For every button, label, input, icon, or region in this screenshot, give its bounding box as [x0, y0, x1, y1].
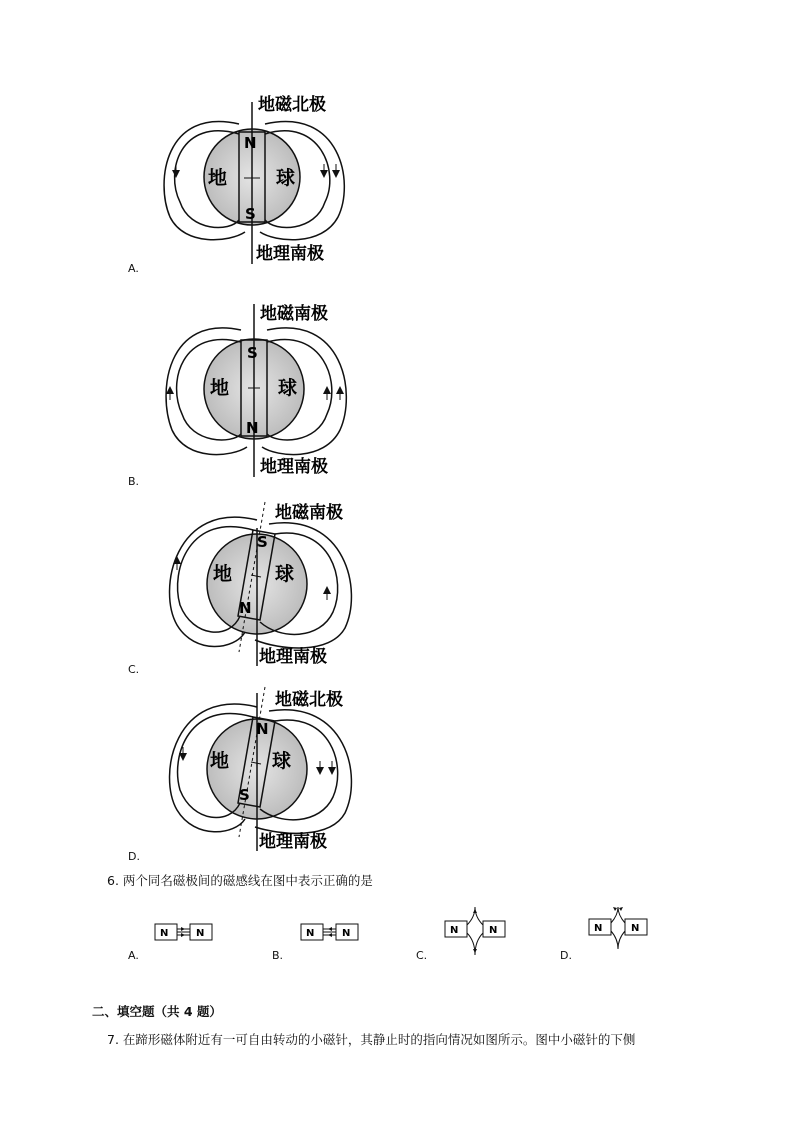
option-d-label: D. [128, 850, 140, 863]
q6-option-b-figure [296, 920, 366, 944]
q6-option-c-figure [440, 905, 510, 957]
option-a-label: A. [128, 262, 139, 275]
option-c-label: C. [128, 663, 140, 676]
earth-left-char: 地 [208, 167, 228, 189]
magnet-n-right: N [489, 925, 498, 936]
earth-right-char: 球 [278, 377, 298, 399]
earth-right-char: 球 [276, 167, 296, 189]
earth-left-char: 地 [210, 377, 230, 399]
question-7-text: 7. 在蹄形磁体附近有一可自由转动的小磁针，其静止时的指向情况如图所示。图中小磁针的下侧 [107, 1032, 636, 1047]
magnet-n-right: N [631, 923, 640, 934]
q6-option-c-label: C. [416, 949, 428, 962]
top-pole-label: 地磁南极 [260, 304, 328, 324]
earth-left-char: 地 [210, 750, 230, 772]
question-6-text: 6. 两个同名磁极间的磁感线在图中表示正确的是 [107, 873, 373, 888]
bottom-pole-label: 地理南极 [259, 647, 327, 667]
earth-magnetic-field-diagram [165, 685, 365, 853]
top-pole-label: 地磁南极 [275, 503, 343, 523]
option-b-label: B. [128, 475, 140, 488]
magnet-n-left: N [160, 928, 169, 939]
figure-d [165, 685, 365, 853]
top-pole-label: 地磁北极 [275, 690, 343, 710]
top-pole-label: 地磁北极 [258, 95, 326, 115]
bottom-pole-letter: S [239, 786, 250, 804]
earth-right-char: 球 [275, 563, 295, 585]
magnet-n-left: N [594, 923, 603, 934]
earth-left-char: 地 [213, 563, 233, 585]
q6-option-a-figure [150, 920, 220, 944]
magnet-n-left: N [306, 928, 315, 939]
top-pole-letter: S [247, 344, 258, 362]
bottom-pole-label: 地理南极 [260, 457, 328, 477]
earth-magnetic-field-diagram [162, 302, 362, 480]
magnet-pair-diagram [440, 905, 510, 957]
bottom-pole-letter: N [239, 599, 252, 617]
magnet-pair-diagram [584, 905, 654, 957]
q6-option-a-label: A. [128, 949, 139, 962]
top-pole-letter: N [244, 134, 257, 152]
magnet-pair-diagram [150, 920, 220, 944]
q6-option-b-label: B. [272, 949, 284, 962]
earth-magnetic-field-diagram [160, 92, 360, 267]
magnet-n-right: N [196, 928, 205, 939]
top-pole-letter: N [256, 720, 269, 738]
figure-c [165, 500, 365, 668]
q6-option-d-figure [584, 905, 654, 957]
earth-right-char: 球 [272, 750, 292, 772]
bottom-pole-letter: N [246, 419, 259, 437]
bottom-pole-label: 地理南极 [259, 832, 327, 852]
bottom-pole-letter: S [245, 205, 256, 223]
figure-b [162, 302, 362, 480]
magnet-n-left: N [450, 925, 459, 936]
section-2-title: 二、填空题（共 4 题） [92, 1004, 222, 1019]
figure-a [160, 92, 360, 267]
magnet-pair-diagram [296, 920, 366, 944]
earth-magnetic-field-diagram [165, 500, 365, 668]
bottom-pole-label: 地理南极 [256, 244, 324, 264]
top-pole-letter: S [257, 533, 268, 551]
magnet-n-right: N [342, 928, 351, 939]
q6-option-d-label: D. [560, 949, 572, 962]
